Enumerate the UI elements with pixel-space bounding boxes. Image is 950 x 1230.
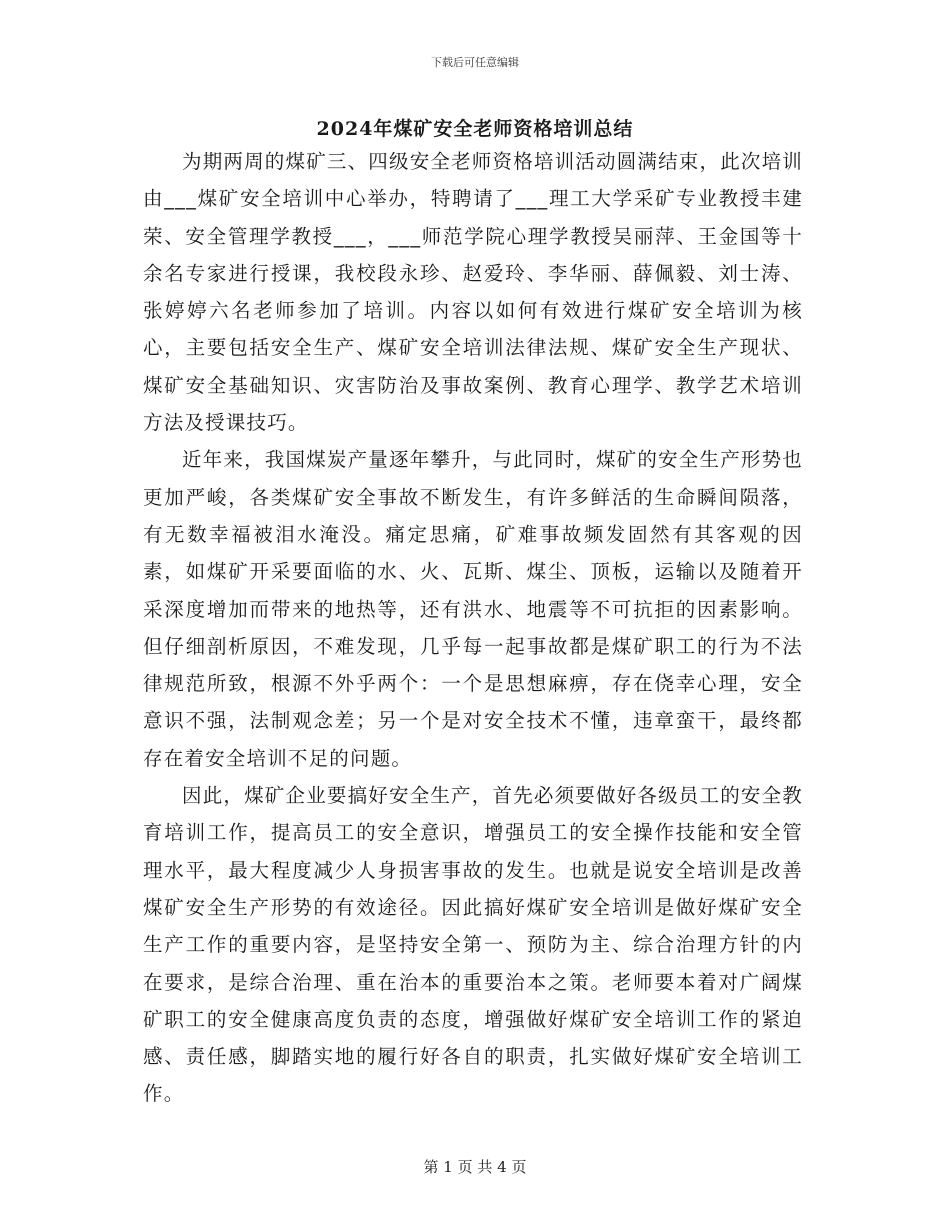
document-title: 2024年煤矿安全老师资格培训总结: [316, 118, 634, 140]
paragraph-2: 近年来，我国煤炭产量逐年攀升，与此同时，煤矿的安全生产形势也更加严峻，各类煤矿安全事故不断发生，有许多鲜活的生命瞬间陨落，有无数幸福被泪水淹没。痛定思痛，矿难事故频发固然有其客观的因素，如煤矿开采要面临的水、火、瓦斯、煤尘、顶板，运输以及随着开采深度增加而带来的地热等，还有洪水、地震等不可抗拒的因素影响。但仔细剖析原因，不难发现，几乎每一起事故都是煤矿职工的行为不法律规范所致，根源不外乎两个：一个是思想麻痹，存在侥幸心理，安全意识不强，法制观念差；另一个是对安全技术不懂，违章蛮干，最终都存在着安全培训不足的问题。: [143, 448, 804, 770]
header-note: 下载后可任意编辑: [431, 56, 519, 69]
paragraph-3: 因此，煤矿企业要搞好安全生产，首先必须要做好各级员工的安全教育培训工作，提高员工的安全意识，增强员工的安全操作技能和安全管理水平，最大程度减少人身损害事故的发生。也就是说安全培训是改善煤矿安全生产形势的有效途径。因此搞好煤矿安全培训是做好煤矿安全生产工作的重要内容，是坚持安全第一、预防为主、综合治理方针的内在要求，是综合治理、重在治本的重要治本之策。老师要本着对广阔煤矿职工的安全健康高度负责的态度，增强做好煤矿安全培训工作的紧迫感、责任感，脚踏实地的履行好各自的职责，扎实做好煤矿安全培训工作。: [143, 784, 804, 1106]
document-body: [143, 143, 803, 1113]
page-number: 第 1 页 共 4 页: [423, 1158, 527, 1176]
paragraph-1: 为期两周的煤矿三、四级安全老师资格培训活动圆满结束，此次培训由___煤矿安全培训中心举办，特聘请了___理工大学采矿专业教授丰建荣、安全管理学教授___，___师范学院心理学教授吴丽萍、王金国等十余名专家进行授课，我校段永珍、赵爱玲、李华丽、薛佩毅、刘士涛、张婷婷六名老师参加了培训。内容以如何有效进行煤矿安全培训为核心，主要包括安全生产、煤矿安全培训法律法规、煤矿安全生产现状、煤矿安全基础知识、灾害防治及事故案例、教育心理学、教学艺术培训方法及授课技巧。: [143, 150, 804, 435]
